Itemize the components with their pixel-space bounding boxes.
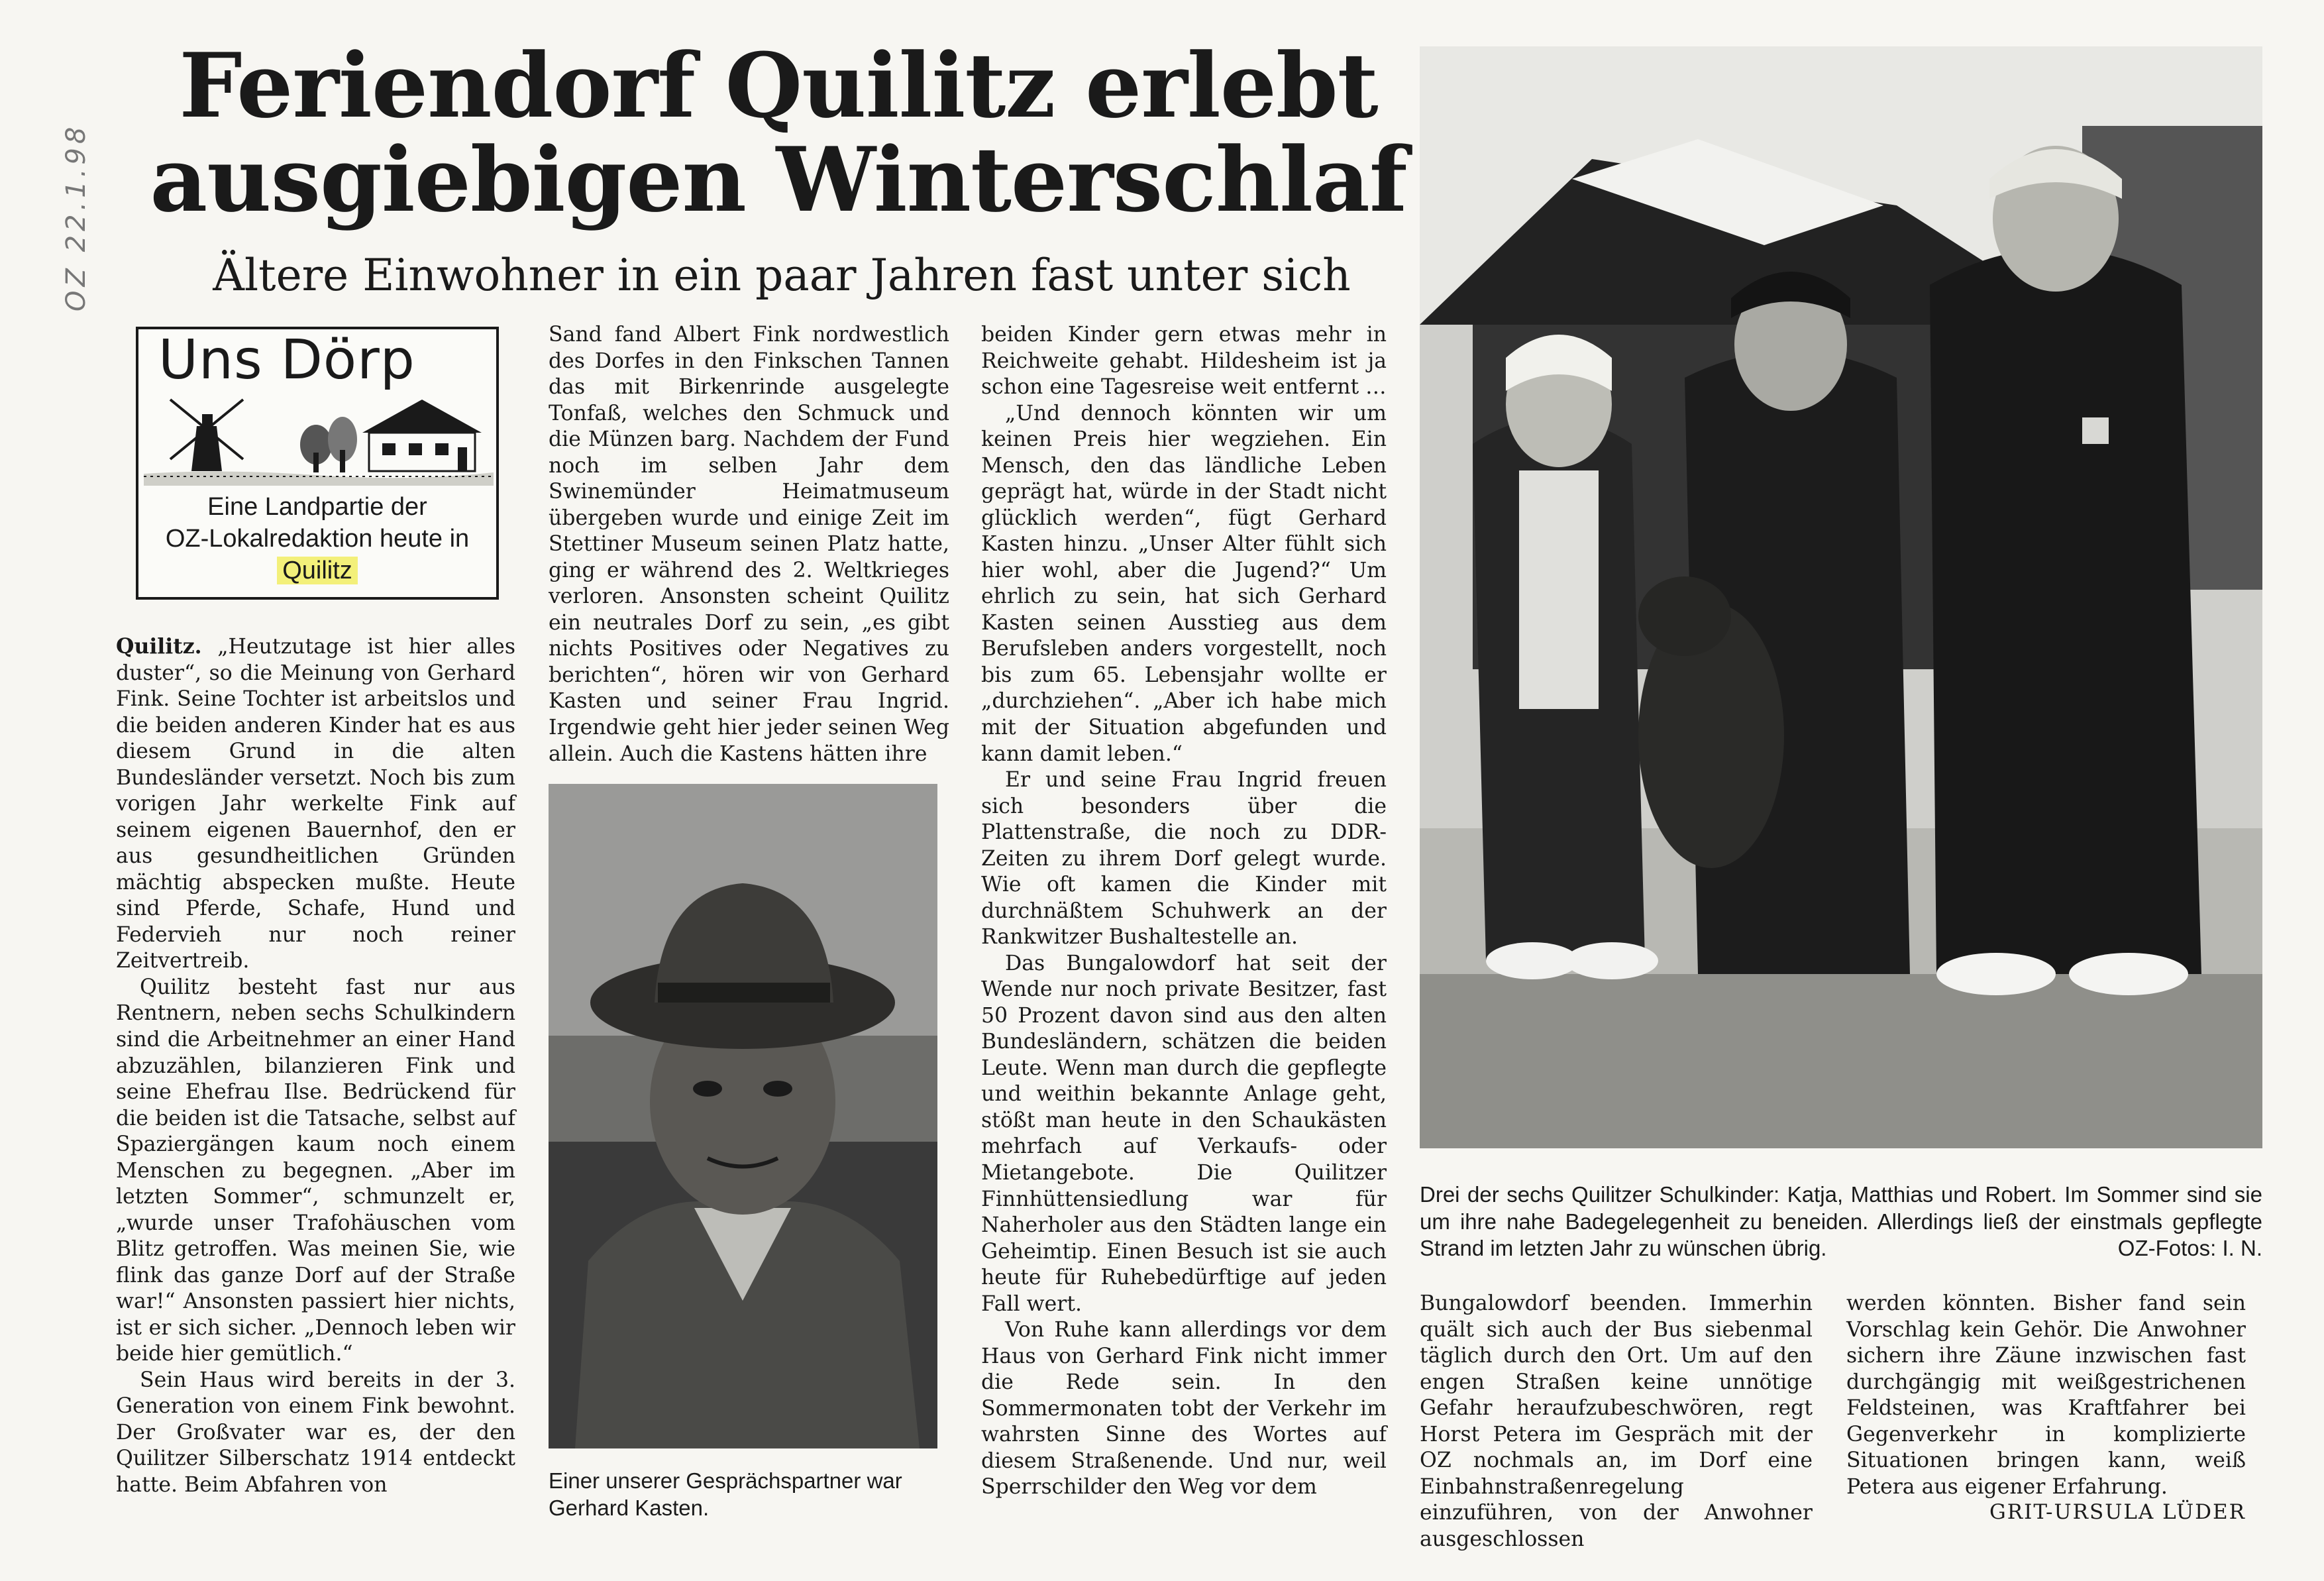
- article-paragraph: [116, 633, 515, 975]
- series-logo-place-highlighted: Quilitz: [277, 557, 358, 584]
- article-paragraph: werden könnten. Bisher fand sein Vorschlag kein Gehör. Die Anwohner sichern ihre Zäune inzwischen fast durchgängig mit weißgestrichenen Feldsteinen, was Kraftfahrer bei Gegenverkehr in komplizierte Situationen bringen kann, weiß Petera aus eigener Erfahrung.: [1846, 1291, 2246, 1499]
- photo-credit: OZ-Fotos: I. N.: [2117, 1236, 2262, 1261]
- headline-line-2: ausgiebigen Winterschlaf: [150, 127, 1407, 233]
- handwritten-date-note: [61, 123, 114, 325]
- article-column-2: [549, 322, 949, 767]
- article-paragraph: Er und seine Frau Ingrid freuen sich besonders über die Plattenstraße, die noch zu DDR-Zeiten zu ihrem Dorf gelegt wurde. Wie oft kamen die Kinder mit durchnäßtem Schuhwerk an der Rankwitzer Bushaltestelle an.: [981, 768, 1387, 950]
- article-paragraph-text: „Heutzutage ist hier alles duster“, so die Meinung von Gerhard Fink. Seine Tochter ist arbeitslos und die beiden anderen Kinder hat es aus diesem Grund in die alten Bundesländer versetzt. Noch bis zum vorigen Jahr werkelte Fink auf seinem eigenen Bauernhof, den er aus gesundheitlichen Gründen mächtig abspecken mußte. Heute sind Pferde, Schafe, Hund und Federvieh nur noch reiner Zeitvertreib.: [116, 635, 515, 973]
- article-column-5: [1846, 1291, 2246, 1500]
- article-paragraph: Sand fand Albert Fink nordwestlich des Dorfes in den Finkschen Tannen das mit Birkenrinde ausgelegte Tonfaß, welches den Schmuck und die Münzen barg. Nachdem der Fund noch im selben Jahr dem Swinemünder Heimatmuseum übergeben wurde und einige Zeit im Stettiner Museum seinen Platz hatte, ging er während des 2. Weltkrieges verloren. Ansonsten scheint Quilitz ein neutrales Dorf zu sein, „es gibt nichts Positives oder Negatives zu berichten“, hören wir von Gerhard Kasten und seiner Frau Ingrid. Irgendwie geht hier jeder seinen Weg allein. Auch die Kastens hätten ihre: [549, 323, 949, 766]
- article-paragraph: Von Ruhe kann allerdings vor dem Haus von Gerhard Fink nicht immer die Rede sein. In den Sommermonaten tobt der Verkehr im wahrsten Sinne des Wortes auf diesem Straßenende. Und nur, weil Sperrschilder den Weg vor dem: [981, 1318, 1387, 1499]
- article-paragraph: Bungalowdorf beenden. Immerhin quält sich auch der Bus siebenmal täglich durch den Ort. Um auf den engen Straßen keine unnötige Gefahr heraufzubeschwören, regt Horst Petera im Gespräch mit der OZ nochmals an, im Dorf eine Einbahnstraßenregelung einzuführen, von der Anwohner ausgeschlossen: [1420, 1291, 1813, 1551]
- series-logo-caption-line-2: OZ-Lokalredaktion heute in: [165, 525, 470, 553]
- article-column-1: [116, 633, 515, 1499]
- portrait-photo-caption: [549, 1468, 937, 1521]
- series-logo-box: [136, 327, 499, 600]
- article-paragraph: „Und dennoch könnten wir um keinen Preis hier wegziehen. Ein Mensch, den das ländliche Leben geprägt hat, würde in der Stadt nicht glücklich werden“, fügt Gerhard Kasten hinzu. „Unser Alter fühlt sich hier wohl, aber die Jugend?“ Um ehrlich zu sein, hat sich Gerhard Kasten seinen Ausstieg aus dem Berufsleben anders vorgestellt, noch bis zum 65. Lebensjahr wollte er „durchziehen“. „Aber ich habe mich mit der Situation abgefunden und kann damit leben.“: [981, 401, 1387, 766]
- series-logo-title: Uns Dörp: [158, 329, 415, 392]
- subheadline: Ältere Einwohner in ein paar Jahren fast unter sich: [213, 250, 1351, 301]
- article-paragraph: Sein Haus wird bereits in der 3. Generation von einem Fink bewohnt. Der Großvater war es, der den Quilitzer Silberschatz 1914 entdeckt hatte. Beim Abfahren von: [116, 1368, 515, 1497]
- headline-line-1: Feriendorf Quilitz erlebt: [179, 33, 1378, 138]
- portrait-caption-line-1: Einer unserer Gesprächspartner war: [549, 1468, 902, 1493]
- article-paragraph: Das Bungalowdorf hat seit der Wende nur noch private Besitzer, fast 50 Prozent davon sind aus den alten Bundesländern, schätzen die beiden Leute. Wenn man durch die gepflegte und weithin bekannte Anlage geht, stößt man heute in den Schaukästen mehrfach auf Verkaufs- oder Mietangebote. Die Quilitzer Finnhüttensiedlung war für Naherholer aus den Städten lange ein Geheimtip. Einen Besuch ist sie auch heute für Ruhebedürftige auf jeden Fall wert.: [981, 951, 1387, 1316]
- children-photo-image: [1420, 46, 2262, 1148]
- children-photo-caption: [1420, 1181, 2262, 1262]
- handwritten-note-text: OZ 22.1.98: [61, 123, 91, 311]
- portrait-photo-image: [549, 784, 937, 1448]
- headline: [132, 33, 1424, 233]
- windmill-village-illustration: [144, 386, 494, 486]
- article-dateline: Quilitz.: [116, 634, 202, 659]
- children-caption-text: Drei der sechs Quilitzer Schulkinder: Katja, Matthias und Robert. Im Sommer sind sie um ihre nahe Badegelegenheit zu beneiden. Allerdings ließ der einstmals gepflegte Strand im letzten Jahr zu wünschen übrig.: [1420, 1182, 2262, 1261]
- series-logo-caption-line-1: Eine Landpartie der: [207, 493, 427, 521]
- photo-quilitz-schoolchildren: [1420, 46, 2262, 1148]
- article-column-3: [981, 322, 1387, 1501]
- article-column-4: [1420, 1291, 1813, 1553]
- portrait-photo-gerhard-kasten: [549, 784, 937, 1448]
- article-paragraph: beiden Kinder gern etwas mehr in Reichweite gehabt. Hildesheim ist ja schon eine Tagesreise weit entfernt …: [981, 323, 1387, 400]
- author-byline: GRIT-URSULA LÜDER: [1989, 1500, 2246, 1524]
- portrait-caption-line-2: Gerhard Kasten.: [549, 1495, 710, 1520]
- series-logo-place: [138, 556, 496, 586]
- article-paragraph: Quilitz besteht fast nur aus Rentnern, neben sechs Schulkindern sind die Arbeitnehmer an einer Hand abzuzählen, bilanzieren Fink und seine Ehefrau Ilse. Bedrückend für die beiden ist die Tatsache, selbst auf Spaziergängen kaum noch einem Menschen zu begegnen. „Aber im letzten Sommer“, schmunzelt er, „wurde unser Trafohäuschen vom Blitz getroffen. Was meinen Sie, wie flink das ganze Dorf auf der Straße war!“ Ansonsten passiert hier nichts, ist er sich sicher. „Dennoch leben wir beide hier gemütlich.“: [116, 975, 515, 1366]
